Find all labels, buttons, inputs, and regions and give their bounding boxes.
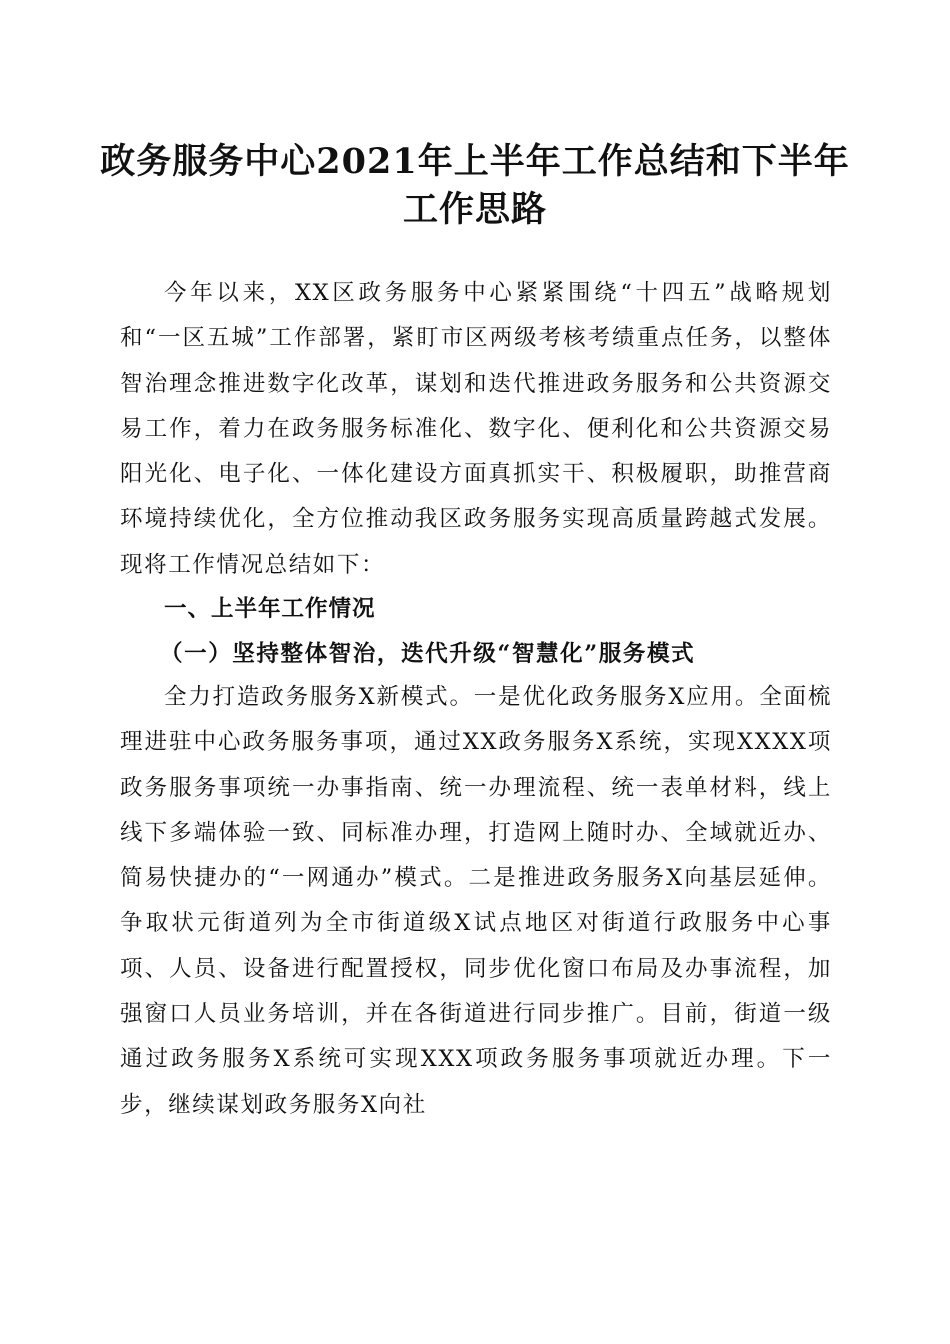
- section-heading: 一、上半年工作情况: [164, 596, 376, 622]
- intro-paragraph: 今年以来，XX区政务服务中心紧紧围绕“十四五”战略规划和“一区五城”工作部署，紧盯市区两级考核考绩重点任务，以整体智治理念推进数字化改革，谋划和迭代推进政务服务和公共资源交易工作，着力在政务服务标准化、数字化、便利化和公共资源交易阳光化、电子化、一体化建设方面真抓实干、积极履职，助推营商环境持续优化，全方位推动我区政务服务实现高质量跨越式发展。现将工作情况总结如下：: [120, 280, 832, 578]
- subsection-paragraph: 全力打造政务服务X新模式。一是优化政务服务X应用。全面梳理进驻中心政务服务事项，通过XX政务服务X系统，实现XXXX项政务服务事项统一办事指南、统一办理流程、统一表单材料，线上线下多端体验一致、同标准办理，打造网上随时办、全域就近办、简易快捷办的“一网通办”模式。二是推进政务服务X向基层延伸。争取状元街道列为全市街道级X试点地区对街道行政服务中心事项、人员、设备进行配置授权，同步优化窗口布局及办事流程，加强窗口人员业务培训，并在各街道进行同步推广。目前，街道一级通过政务服务X系统可实现XXX项政务服务事项就近办理。下一步，继续谋划政务服务X向社: [120, 684, 832, 1118]
- document-title: 政务服务中心2021年上半年工作总结和下半年工作思路: [100, 141, 850, 230]
- subsection-heading: （一）坚持整体智治，迭代升级“智慧化”服务模式: [160, 641, 696, 667]
